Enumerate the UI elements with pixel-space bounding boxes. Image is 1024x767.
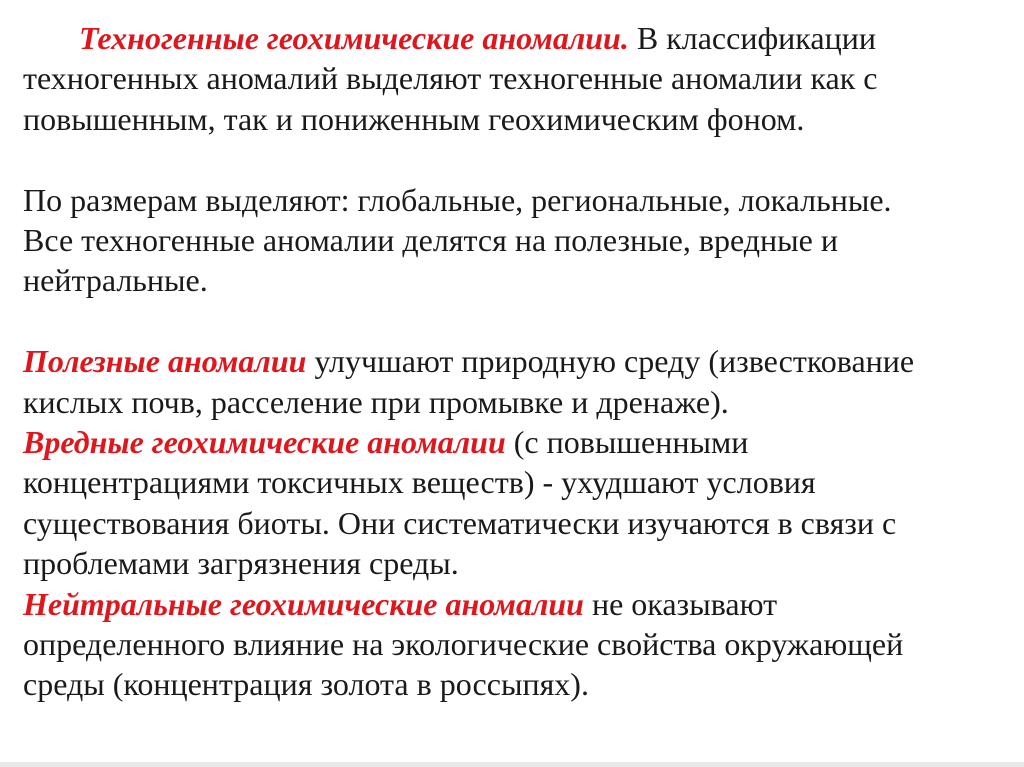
paragraph-gap	[23, 139, 1003, 179]
harmful-anomalies-line-1-rest: (с повышенными	[505, 424, 749, 461]
size-classification-line-2: Все техногенные аномалии делятся на полезные, вредные и	[23, 222, 838, 259]
term-technogenic-anomalies: Техногенные геохимические аномалии.	[79, 20, 629, 56]
neutral-anomalies-line-1-rest: не оказывают	[583, 585, 778, 622]
harmful-anomalies-line-2: концентрациями токсичных веществ) - ухудшают условия	[23, 464, 816, 501]
useful-anomalies-line-1-rest: улучшают природную среду (известкование	[306, 343, 915, 380]
term-harmful-anomalies: Вредные геохимические аномалии	[23, 424, 506, 461]
intro-line-3: повышенным, так и пониженным геохимическим фоном.	[23, 100, 805, 137]
neutral-anomalies-line-1	[23, 584, 1003, 624]
size-classification-line-1: По размерам выделяют: глобальные, региональные, локальные.	[23, 181, 892, 218]
useful-anomalies-line-2: кислых почв, расселение при промывке и дренаже).	[23, 383, 729, 420]
slide-bottom-border	[0, 762, 1024, 767]
slide-body-text	[23, 18, 1003, 705]
paragraph-gap	[23, 301, 1003, 341]
term-useful-anomalies: Полезные аномалии	[23, 343, 307, 380]
harmful-anomalies-line-3: существования биоты. Они систематически изучаются в связи с	[23, 504, 897, 541]
useful-anomalies-line-1	[23, 341, 1003, 381]
term-neutral-anomalies: Нейтральные геохимические аномалии	[23, 585, 584, 622]
harmful-anomalies-line-1	[23, 422, 1003, 462]
neutral-anomalies-line-3: среды (концентрация золота в россыпях).	[23, 666, 589, 703]
intro-line-1	[23, 18, 1003, 58]
intro-line-1-rest: В классификации	[628, 20, 876, 56]
intro-line-2: техногенных аномалий выделяют техногенные аномалии как с	[23, 60, 878, 97]
harmful-anomalies-line-4: проблемами загрязнения среды.	[23, 545, 459, 582]
neutral-anomalies-line-2: определенного влияние на экологические свойства окружающей	[23, 626, 904, 663]
size-classification-line-3: нейтральные.	[23, 262, 208, 299]
